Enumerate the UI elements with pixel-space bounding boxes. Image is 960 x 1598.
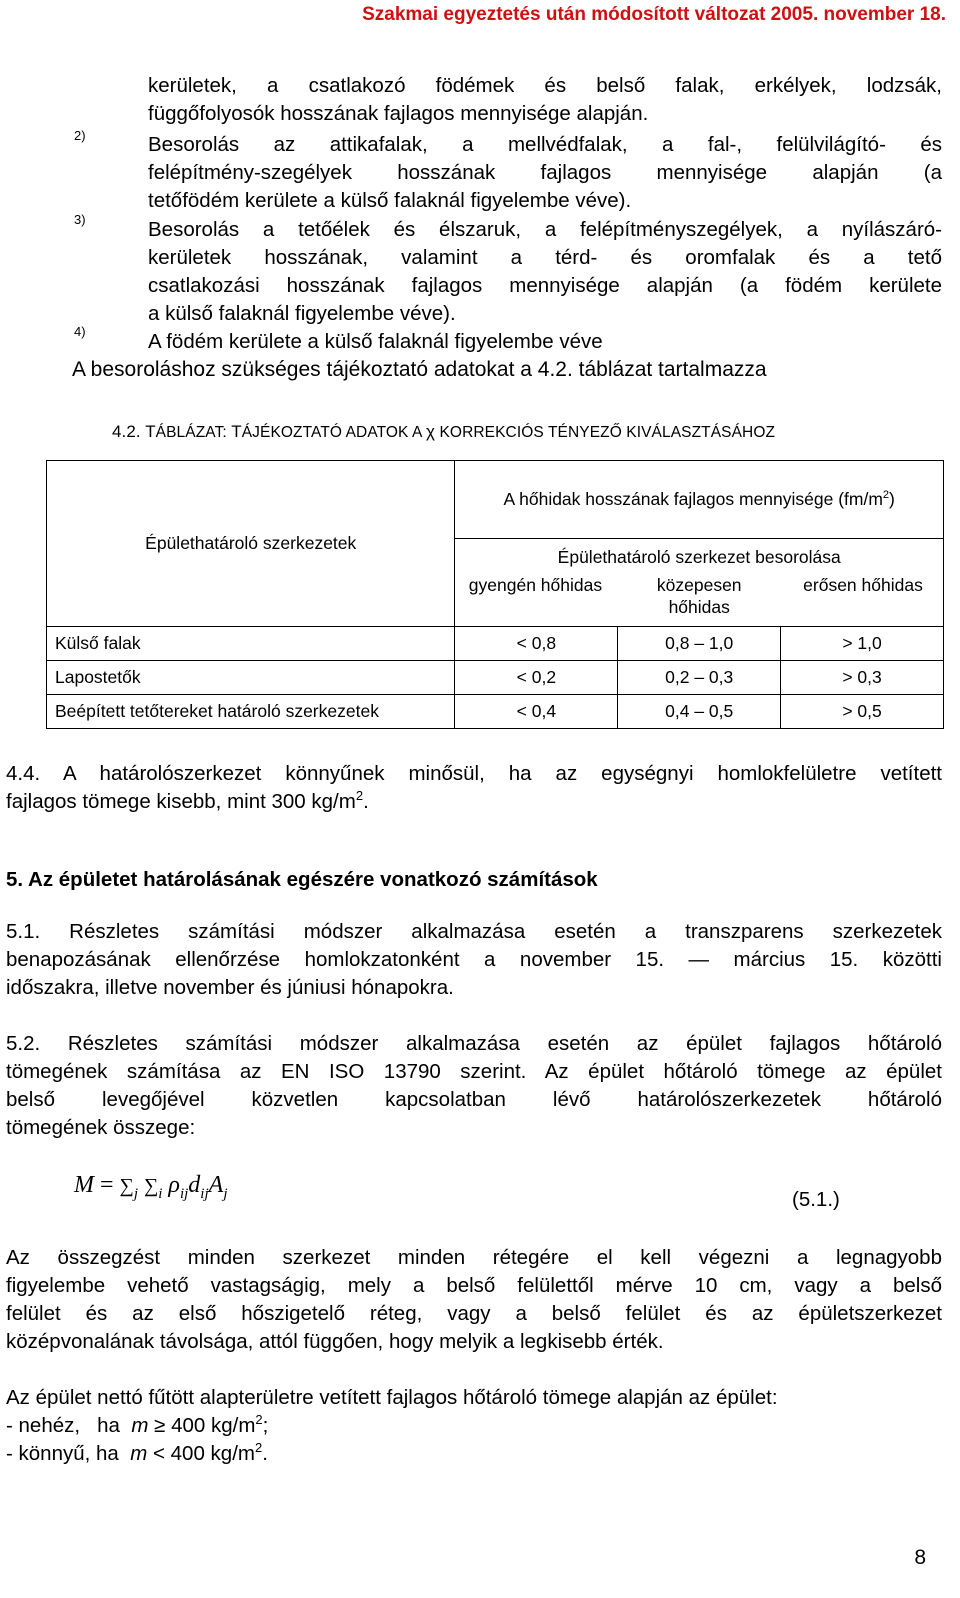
footnote-3-mark: 3)	[74, 212, 86, 227]
section-5-title: 5. Az épületet határolásának egészére vonatkozó számítások	[6, 868, 598, 891]
footnote-4-text: A födém kerülete a külső falaknál figyelembe véve	[148, 330, 603, 353]
footnote-2-line-1: Besorolás az attikafalak, a mellvédfalak, a fal-, felülvilágító- és	[148, 133, 942, 156]
col-strong: erősen hőhidas	[803, 575, 923, 595]
col-weak: gyengén hőhidas	[468, 575, 603, 595]
footnote-2-line-3: tetőfödém kerülete a külső falaknál figyelembe véve).	[148, 189, 632, 212]
table-header-sub-block	[455, 539, 944, 627]
page-number: 8	[914, 1546, 926, 1569]
p-sum-line-2: figyelembe vehető vastagságig, mely a belső felülettől mérve 10 cm, vagy a belső	[6, 1274, 942, 1297]
table-row	[47, 695, 944, 729]
p51-line-3: időszakra, illetve november és júniusi hónapokra.	[6, 976, 454, 999]
chi-symbol: χ	[426, 422, 436, 441]
p-sum-line-3: felület és az első hőszigetelő réteg, vagy a belső felület és az épületszerkezet	[6, 1302, 942, 1325]
table-row	[47, 661, 944, 695]
row-value: < 0,4	[455, 695, 618, 729]
row-label: Külső falak	[47, 627, 455, 661]
row-value: < 0,8	[455, 627, 618, 661]
p-sum-line-4: középvonalának távolsága, attól függően, hogy melyik a legkisebb érték.	[6, 1330, 664, 1353]
p51-line-2: benapozásának ellenőrzése homlokzatonként a november 15. — március 15. közötti	[6, 948, 942, 971]
row-value: 0,8 – 1,0	[618, 627, 781, 661]
row-value: 0,2 – 0,3	[618, 661, 781, 695]
row-value: > 1,0	[781, 627, 944, 661]
col-medium: közepesen hőhidas	[656, 575, 742, 617]
equation-number: (5.1.)	[792, 1188, 840, 1211]
p52-line-3: belső levegőjével közvetlen kapcsolatban lévő határolószerkezetek hőtároló	[6, 1088, 942, 1111]
footnote-3-line-1: Besorolás a tetőélek és élszaruk, a felépítményszegélyek, a nyílászáró-	[148, 218, 942, 241]
formula-5-1: $M = \sum_j$ $\sum_i$ $\rho_{ij}d_{ij}A_j$	[74, 1172, 228, 1202]
row-label: Beépített tetőtereket határoló szerkezetek	[47, 695, 455, 729]
p51-line-1: 5.1. Részletes számítási módszer alkalmazása esetén a transzparens szerkezetek	[6, 920, 942, 943]
heavy-line: - nehéz, ha m ≥ 400 $kg/m^2$;	[6, 1412, 269, 1437]
table-header-top: A hőhidak hosszának fajlagos mennyisége $(fm/m^2)$	[455, 461, 944, 539]
table-row	[47, 627, 944, 661]
row-value: > 0,3	[781, 661, 944, 695]
p52-line-1: 5.2. Részletes számítási módszer alkalmazása esetén az épület fajlagos hőtároló	[6, 1032, 942, 1055]
row-label: Lapostetők	[47, 661, 455, 695]
footnote-2-mark: 2)	[74, 128, 86, 143]
p44-line-2: fajlagos tömege kisebb, mint 300 $kg/m^2$.	[6, 788, 369, 813]
row-value: > 0,5	[781, 695, 944, 729]
intro-sentence: A besoroláshoz szükséges tájékoztató adatokat a 4.2. táblázat tartalmazza	[72, 358, 767, 381]
footnote-4-mark: 4)	[74, 324, 86, 339]
table-caption: 4.2. TÁBLÁZAT: TÁJÉKOZTATÓ ADATOK A χ KORREKCIÓS TÉNYEZŐ KIVÁLASZTÁSÁHOZ	[112, 422, 776, 441]
p44-line-1: 4.4. A határolószerkezet könnyűnek minősül, ha az egységnyi homlokfelületre vetített	[6, 762, 942, 785]
table-header-left: Épülethatároló szerkezetek	[47, 461, 455, 627]
row-value: < 0,2	[455, 661, 618, 695]
footnote-1-line-2: függőfolyosók hosszának fajlagos mennyisége alapján.	[148, 102, 649, 125]
footnote-1-line-1: kerületek, a csatlakozó födémek és belső falak, erkélyek, lodzsák,	[148, 74, 942, 97]
p-sum-line-1: Az összegzést minden szerkezet minden rétegére el kell végezni a legnagyobb	[6, 1246, 942, 1269]
footnote-3-line-4: a külső falaknál figyelembe véve).	[148, 302, 456, 325]
row-value: 0,4 – 0,5	[618, 695, 781, 729]
table-header-sub: Épülethatároló szerkezet besorolása	[557, 547, 841, 567]
footnote-3-line-2: kerületek hosszának, valamint a térd- és oromfalak és a tető	[148, 246, 942, 269]
p52-line-4: tömegének összege:	[6, 1116, 196, 1139]
document-header: Szakmai egyeztetés után módosított változat 2005. november 18.	[362, 4, 946, 25]
thermal-bridge-table	[46, 460, 944, 729]
footnote-3-line-3: csatlakozási hosszának fajlagos mennyisége alapján (a födém kerülete	[148, 274, 942, 297]
footnote-2-line-2: felépítmény-szegélyek hosszának fajlagos mennyisége alapján (a	[148, 161, 942, 184]
p52-line-2: tömegének számítása az EN ISO 13790 szerint. Az épület hőtároló tömege az épület	[6, 1060, 942, 1083]
light-line: - könnyű, ha m < 400 $kg/m^2$.	[6, 1440, 268, 1465]
p-mass-line: Az épület nettó fűtött alapterületre vetített fajlagos hőtároló tömege alapján az épület:	[6, 1386, 778, 1409]
